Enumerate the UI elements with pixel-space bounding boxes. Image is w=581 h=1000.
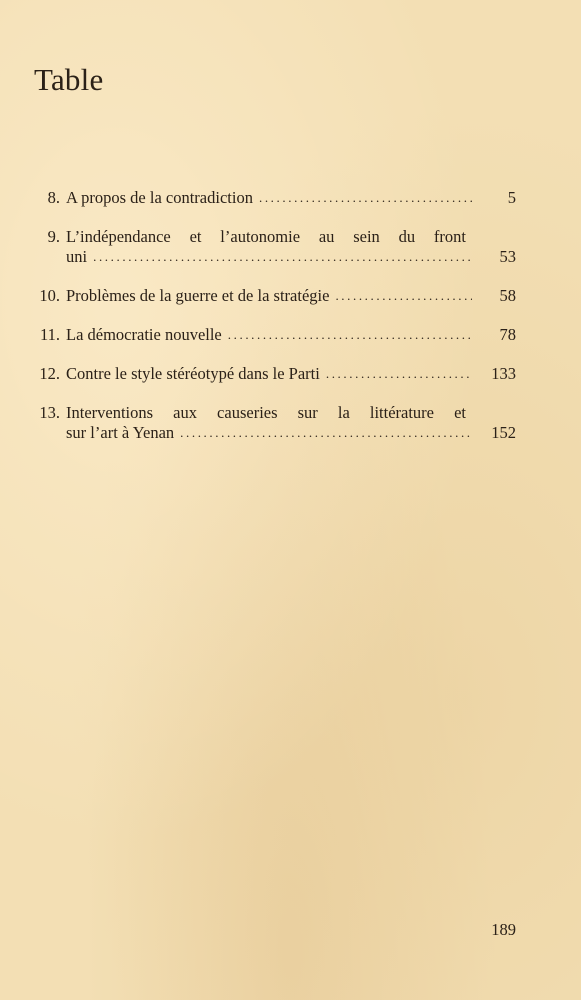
- toc-entry[interactable]: [28, 325, 516, 345]
- toc-entry-title: Problèmes de la guerre et de la stratégie: [66, 286, 330, 305]
- toc-entry-title: Interventions aux causeries sur la littérature et: [66, 403, 466, 422]
- dot-leader: [93, 247, 472, 267]
- dot-leader: [228, 325, 472, 345]
- toc-entry[interactable]: [28, 286, 516, 306]
- toc-entry-page: 133: [491, 364, 516, 383]
- toc-entry-number: 12.: [39, 364, 60, 383]
- toc-entry-number: 8.: [47, 188, 60, 207]
- toc-entry-title: Contre le style stéréotypé dans le Parti: [66, 364, 320, 383]
- toc-entry-page: 78: [499, 325, 516, 344]
- toc-entry-number: 11.: [39, 325, 60, 344]
- dot-leader: [180, 423, 472, 443]
- toc-entry-number: 10.: [39, 286, 60, 305]
- dot-leader: [335, 286, 472, 306]
- toc-entry-number: 13.: [39, 403, 60, 422]
- toc-entry[interactable]: [28, 403, 516, 443]
- toc-entry-page: 5: [507, 188, 516, 207]
- table-of-contents: [28, 188, 516, 462]
- toc-entry[interactable]: [28, 188, 516, 208]
- toc-entry-page: 152: [491, 423, 516, 442]
- toc-entry-title-continued: sur l’art à Yenan: [66, 423, 175, 442]
- toc-entry[interactable]: [28, 364, 516, 384]
- toc-entry-page: 53: [499, 247, 516, 266]
- toc-entry-title-continued: uni: [66, 247, 88, 266]
- toc-entry-page: 58: [499, 286, 516, 305]
- page-title: Table: [34, 62, 104, 97]
- toc-entry-number: 9.: [47, 227, 60, 246]
- dot-leader: [326, 364, 472, 384]
- toc-entry-title: L’indépendance et l’autonomie au sein du front: [66, 227, 466, 246]
- toc-entry[interactable]: [28, 227, 516, 267]
- toc-entry-title: La démocratie nouvelle: [66, 325, 222, 344]
- toc-entry-title: A propos de la contradiction: [66, 188, 253, 207]
- dot-leader: [259, 188, 472, 208]
- page-number: 189: [491, 920, 516, 939]
